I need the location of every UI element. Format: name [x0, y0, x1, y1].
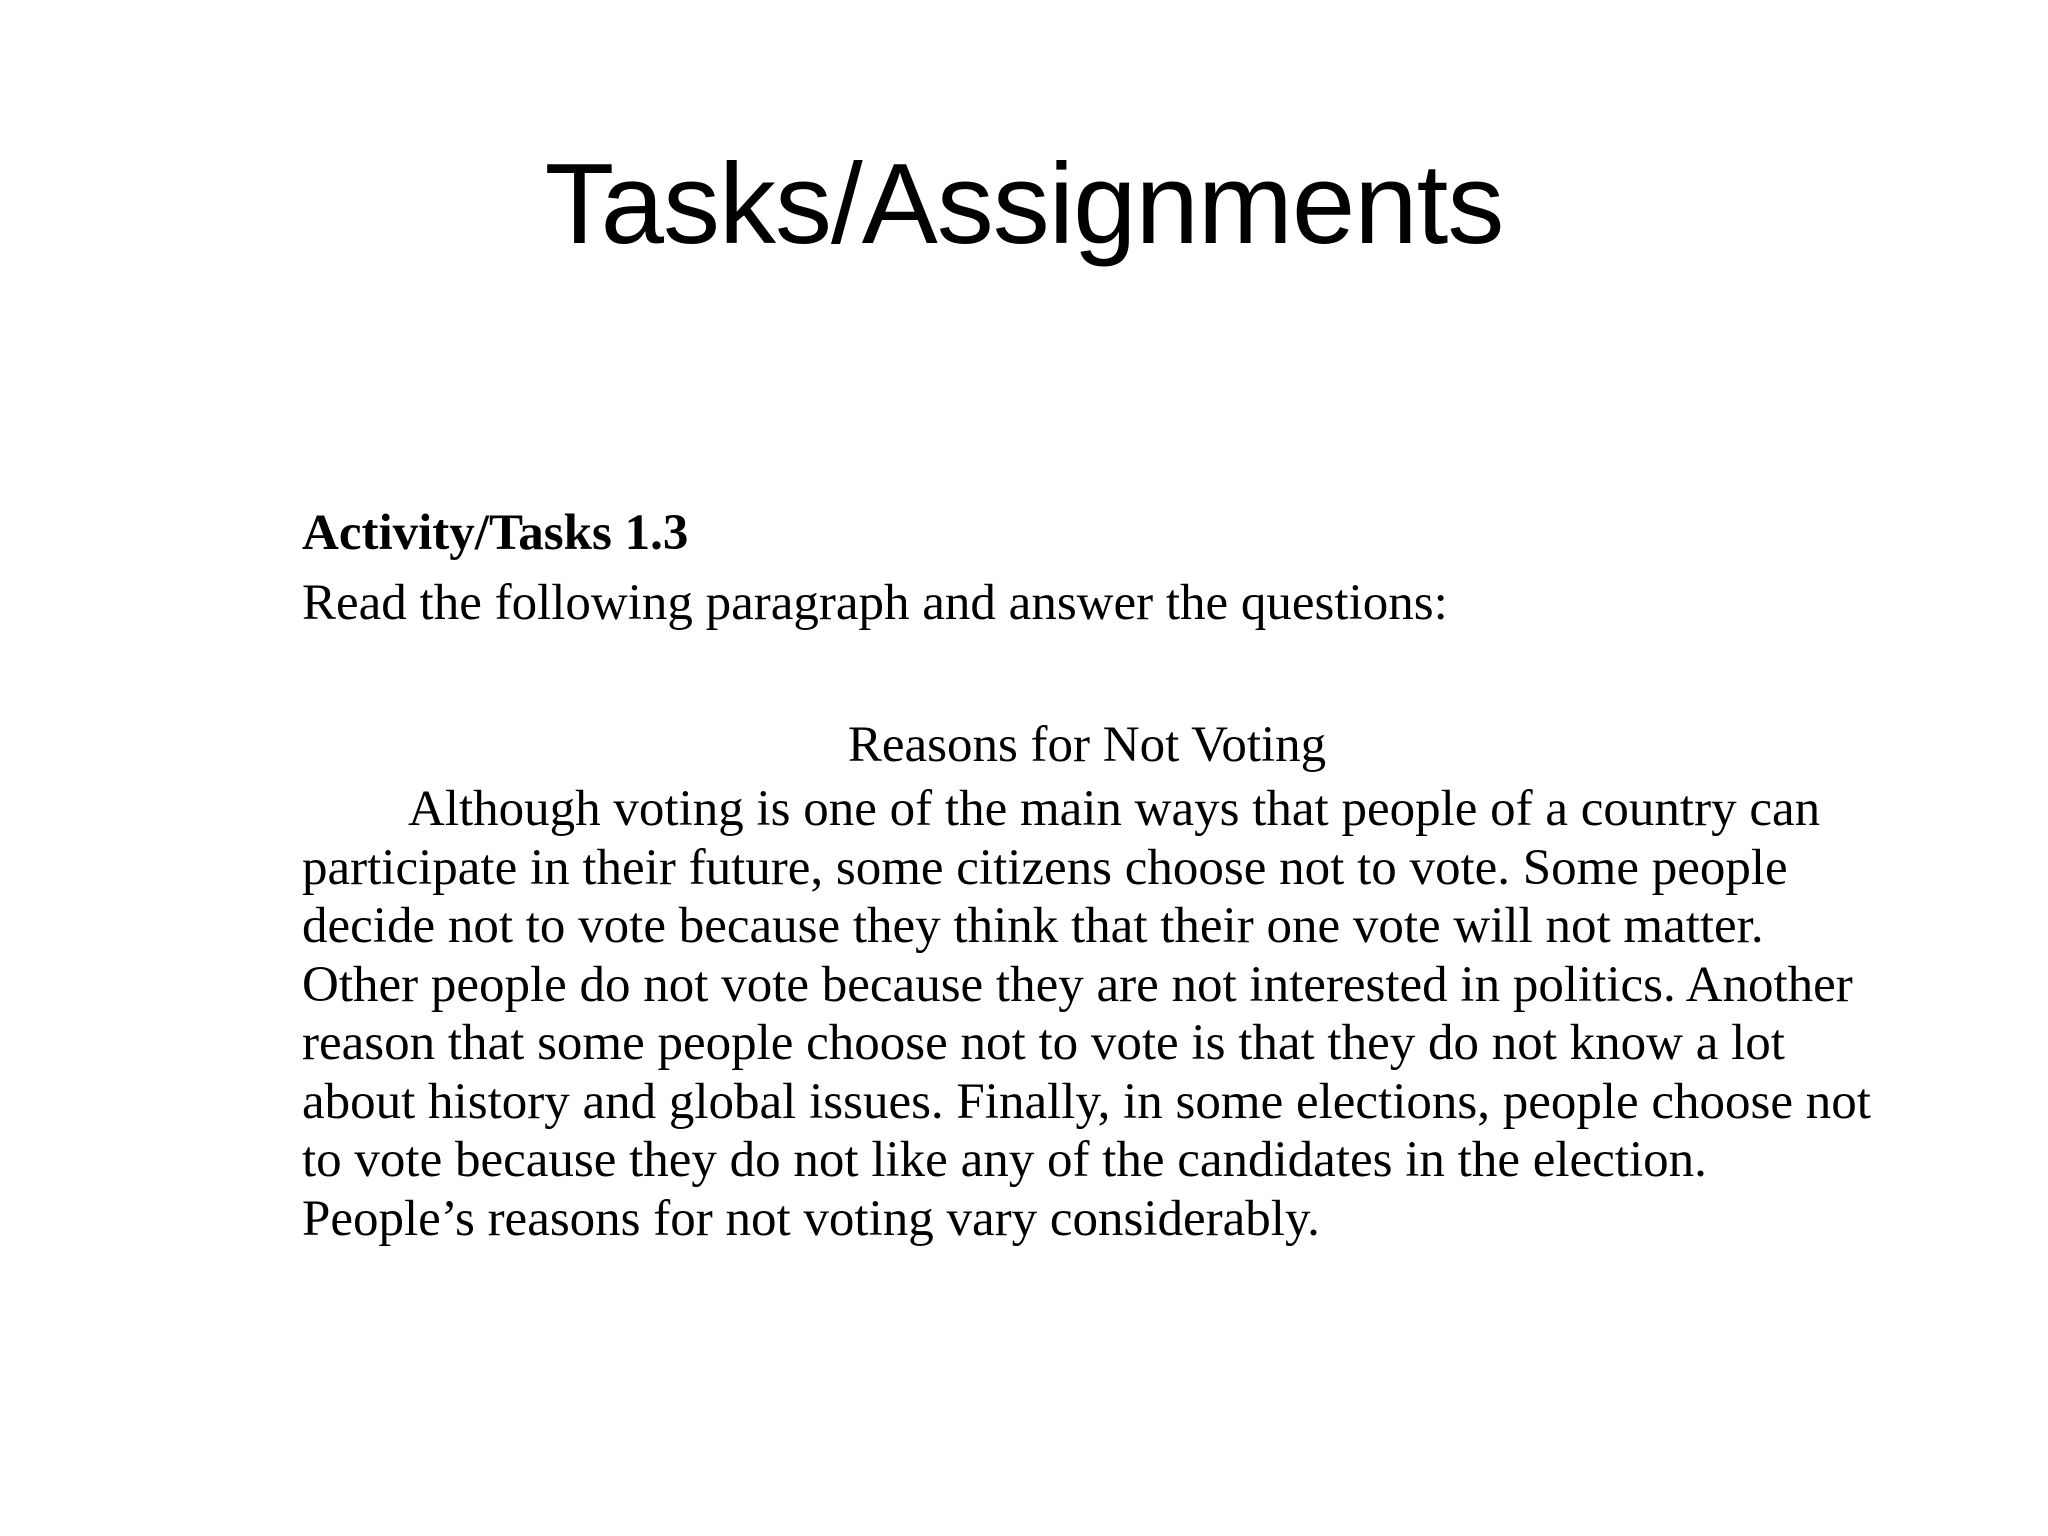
slide-title: Tasks/Assignments — [544, 141, 1504, 268]
slide-body — [302, 498, 1872, 1248]
activity-heading: Activity/Tasks 1.3 — [302, 505, 689, 561]
passage-title: Reasons for Not Voting — [847, 717, 1327, 773]
instruction-text: Read the following paragraph and answer the questions: — [302, 575, 1448, 631]
passage-paragraph: Although voting is one of the main ways that people of a country can participate in their future, some citizens choose not to vote. Some people decide not to vote because they think that their one vote will not matter. Other people do not vote because they are not interested in politics. Another reason that some people choose not to vote is that they do not know a lot about history and global issues. Finally, in some elections, people choose not to vote because they do not like any of the candidates in the election. People’s reasons for not voting vary considerably. — [302, 781, 1871, 1247]
